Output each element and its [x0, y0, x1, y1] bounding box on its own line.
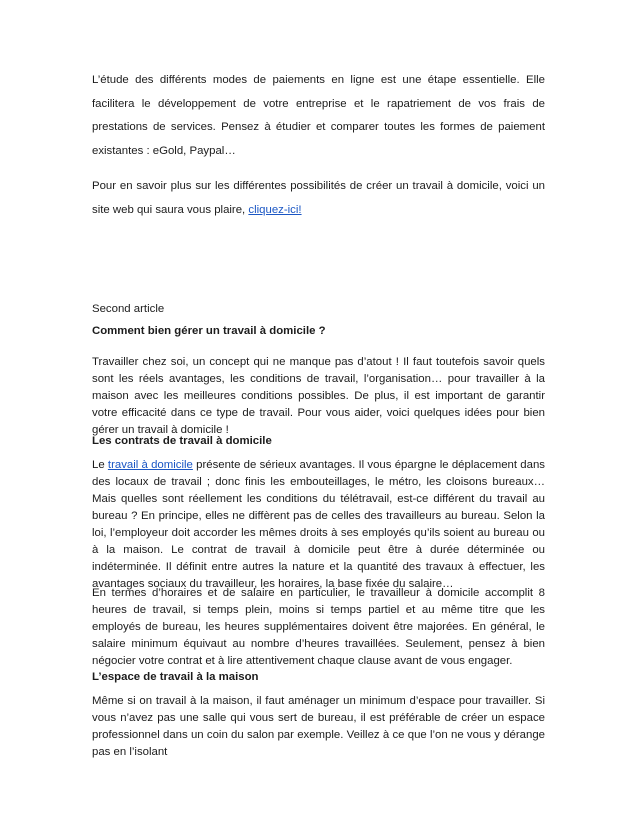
- more-info-paragraph: [92, 175, 545, 222]
- more-info-text: Pour en savoir plus sur les différentes possibilités de créer un travail à domicile, voici un site web qui saura vous plaire,: [92, 180, 545, 216]
- contracts-text-after: présente de sérieux avantages. Il vous épargne le déplacement dans des locaux de travail ; donc finis les embouteillages, le métro, les cloisons bureaux… Mais quelles sont réellement les conditions du télétravail, est-ce différent du travail au bureau ? En principe, elles ne diffèrent pas de celles des travailleurs au bureau. Selon la loi, l’employeur doit accorder les mêmes droits à ses employés qu’ils soient au bureau ou à la maison. Le contrat de travail à domicile peut être à durée déterminée ou indéterminée. Il définit entre autres la nature et la quantité des travaux à effectuer, les avantages sociaux du travailleur, les horaires, la base fixée du salaire…: [92, 459, 545, 590]
- second-article-label: Second article: [92, 303, 165, 315]
- travail-a-domicile-link[interactable]: travail à domicile: [107, 459, 193, 471]
- contracts-heading: Les contrats de travail à domicile: [92, 435, 272, 447]
- workspace-heading: L’espace de travail à la maison: [92, 671, 259, 683]
- intro-paragraph: L’étude des différents modes de paiements en ligne est une étape essentielle. Elle facilitera le développement de votre entreprise et le rapatriement de vos frais de prestations de services. Pensez à étudier et comparer toutes les formes de paiement existantes : eGold, Paypal…: [92, 74, 545, 157]
- hours-salary-paragraph: En termes d’horaires et de salaire en particulier, le travailleur à domicile accomplit 8 heures de travail, si temps plein, moins si temps partiel et au même titre que les employés de bureau, les heures supplémentaires doivent être majorées. En général, le salaire minimum équivaut au nombre d’heures travaillées. Seulement, pensez à bien négocier votre contrat et à lire attentivement chaque clause avant de vous engager.: [92, 587, 545, 667]
- contracts-paragraph: [92, 457, 545, 593]
- cliquez-ici-link[interactable]: cliquez-ici!: [248, 203, 302, 216]
- article-intro-paragraph: Travailler chez soi, un concept qui ne manque pas d’atout ! Il faut toutefois savoir quels sont les réels avantages, les conditions de travail, l’organisation… pour travailler à la maison avec les meilleures conditions possibles. De plus, il est important de garantir votre efficacité dans ce type de travail. Pour vous aider, voici quelques idées pour bien gérer un travail à domicile !: [92, 356, 545, 436]
- article-title: Comment bien gérer un travail à domicile ?: [92, 325, 326, 337]
- contracts-text-before: Le: [92, 459, 108, 471]
- workspace-paragraph: Même si on travail à la maison, il faut aménager un minimum d’espace pour travailler. Si vous n’avez pas une salle qui vous sert de bureau, il est préférable de créer un espace professionnel dans un coin du salon par exemple. Veillez à ce que l’on ne vous y dérange pas en l’isolant: [92, 695, 545, 758]
